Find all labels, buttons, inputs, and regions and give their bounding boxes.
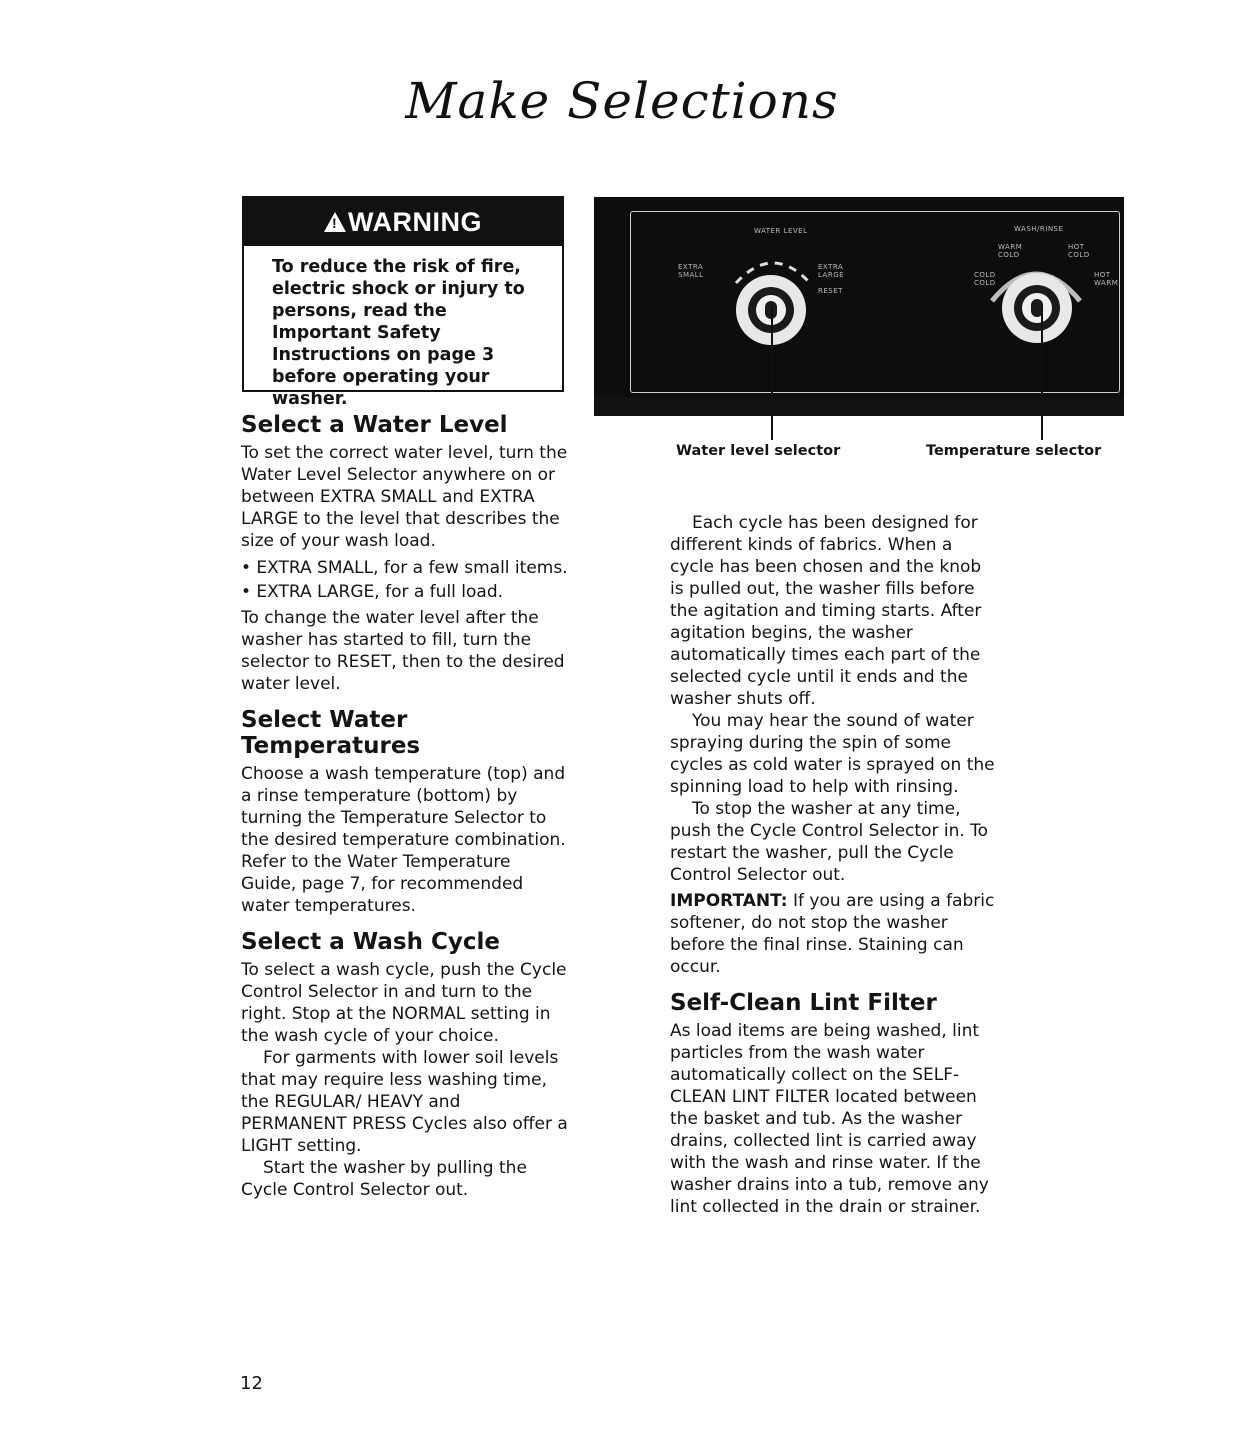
water-temp-paragraph: Choose a wash temperature (top) and a rinse temperature (bottom) by turning the Temperature Selector to the desired temperature combination. Refer to the Water Temperature Guide, page 7, for recommended water temperatures. xyxy=(241,764,566,916)
cycle-info-paragraph-2: You may hear the sound of water spraying during the spin of some cycles as cold water is sprayed on the spinning load to help with rinsing. xyxy=(670,711,995,797)
panel-label-extra-large: EXTRA LARGE xyxy=(818,263,845,279)
right-column xyxy=(670,512,1000,1218)
warning-triangle-icon xyxy=(324,212,346,232)
bullet-extra-small: • EXTRA SMALL, for a few small items. xyxy=(241,558,568,578)
cycle-info-paragraph-1: Each cycle has been designed for different kinds of fabrics. When a cycle has been chosen and the knob is pulled out, the washer fills before the agitation and timing starts. After agitation begins, the washer automatically times each part of the selected cycle until it ends and the washer shuts off. xyxy=(670,513,982,709)
warning-box xyxy=(242,196,564,409)
important-text: If you are using a fabric softener, do not stop the washer before the final rinse. Staining can occur. xyxy=(670,891,995,977)
callout-line-temperature xyxy=(1041,306,1043,440)
warning-heading: WARNING xyxy=(348,206,482,237)
section-heading-water-level: Select a Water Level xyxy=(241,412,508,438)
water-level-paragraph: To set the correct water level, turn the Water Level Selector anywhere on or between EXTRA SMALL and EXTRA LARGE to the level that describes the size of your wash load. xyxy=(241,443,568,551)
caption-temperature-selector: Temperature selector xyxy=(926,443,1102,459)
wash-cycle-paragraph-2: For garments with lower soil levels that may require less washing time, the REGULAR/ HEAVY and PERMANENT PRESS Cycles also offer a LIGHT setting. xyxy=(241,1048,568,1156)
important-note xyxy=(670,890,1000,978)
panel-label-water-level: WATER LEVEL xyxy=(754,227,808,235)
section-heading-wash-cycle: Select a Wash Cycle xyxy=(241,929,500,955)
panel-label-wash-rinse: WASH/RINSE xyxy=(1014,225,1064,233)
section-heading-lint-filter: Self-Clean Lint Filter xyxy=(670,990,937,1016)
lint-filter-paragraph: As load items are being washed, lint particles from the wash water automatically collect on the SELF-CLEAN LINT FILTER located between the basket and tub. As the washer drains, collected lint is carried away with the wash and rinse water. If the washer drains into a tub, remove any lint collected in the drain or strainer. xyxy=(670,1021,989,1217)
panel-label-hot-warm: HOT WARM xyxy=(1094,271,1119,287)
warning-header xyxy=(244,198,562,246)
water-level-reset-paragraph: To change the water level after the washer has started to fill, turn the selector to RESET, then to the desired water level. xyxy=(241,608,565,694)
bullet-extra-large: • EXTRA LARGE, for a full load. xyxy=(241,582,504,602)
warning-text: To reduce the risk of fire, electric shock or injury to persons, read the Important Safety Instructions on page 3 before operating your washer. xyxy=(272,257,525,409)
important-label: IMPORTANT: xyxy=(670,891,788,911)
control-panel-image xyxy=(594,197,1124,416)
left-column xyxy=(241,412,571,1201)
temperature-knob xyxy=(1002,273,1072,343)
section-heading-water-temperatures: Select Water Temperatures xyxy=(241,707,421,759)
callout-line-water-level xyxy=(771,306,773,440)
wash-cycle-paragraph-3: Start the washer by pulling the Cycle Control Selector out. xyxy=(241,1158,527,1200)
page-title: Make Selections xyxy=(405,72,839,130)
cycle-info-paragraph-3: To stop the washer at any time, push the Cycle Control Selector in. To restart the washer, pull the Cycle Control Selector out. xyxy=(670,799,989,885)
panel-label-warm-cold: WARM COLD xyxy=(998,243,1023,259)
panel-label-extra-small: EXTRA SMALL xyxy=(678,263,704,279)
wash-cycle-paragraph-1: To select a wash cycle, push the Cycle Control Selector in and turn to the right. Stop at the NORMAL setting in the wash cycle of your choice. xyxy=(241,960,567,1046)
panel-label-cold-cold: COLD COLD xyxy=(974,271,996,287)
page-number: 12 xyxy=(240,1373,263,1394)
caption-water-level-selector: Water level selector xyxy=(676,443,841,459)
panel-label-hot-cold: HOT COLD xyxy=(1068,243,1090,259)
panel-label-reset: RESET xyxy=(818,287,843,295)
